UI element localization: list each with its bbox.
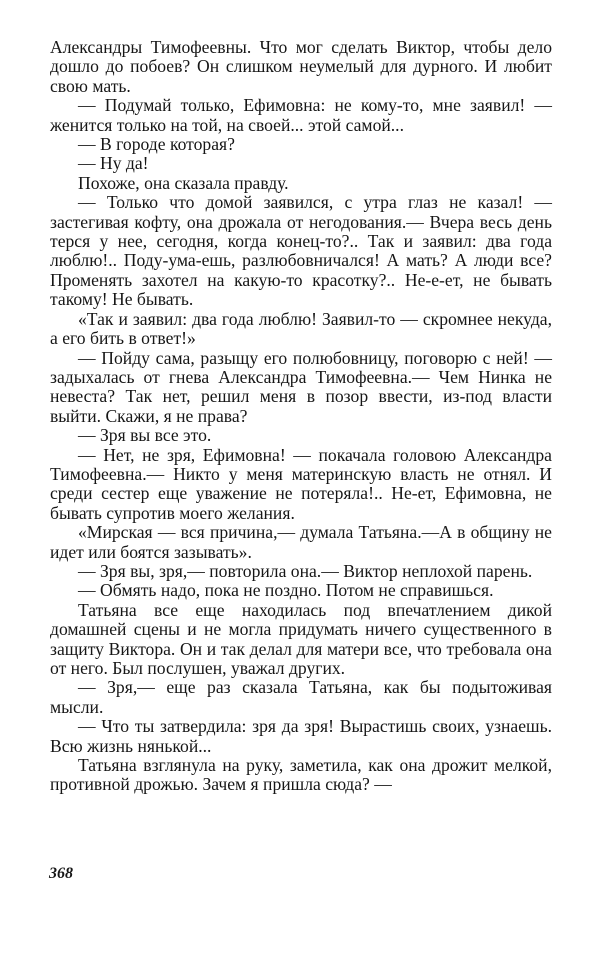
paragraph-8: — Пойду сама, разыщу его полюбовницу, поговорю с ней! — задыхалась от гнева Александра Тимофеевна.— Чем Нинка не невеста? Так нет, решил меня в позор ввести, из-под власти выйти. Скажи, я не права? (50, 347, 552, 426)
paragraph-7: «Так и заявил: два года люблю! Заявил-то — скромнее некуда, а его бить в ответ!» (50, 308, 552, 349)
paragraph-12: — Зря вы, зря,— повторила она.— Виктор неплохой парень. (78, 560, 533, 581)
paragraph-3: — В городе которая? (78, 134, 235, 155)
paragraph-17: Татьяна взглянула на руку, заметила, как она дрожит мелкой, противной дрожью. Зачем я пришла сюда? — (50, 755, 552, 795)
paragraph-9: — Зря вы все это. (78, 425, 212, 446)
paragraph-15: — Зря,— еще раз сказала Татьяна, как бы подытоживая мысли. (50, 677, 552, 717)
paragraph-13: — Обмять надо, пока не поздно. Потом не справишься. (78, 580, 494, 601)
paragraph-1: Александры Тимофеевны. Что мог сделать Виктор, чтобы дело дошло до побоев? Он слишком неумелый для дурного. И любит свою мать. (50, 37, 552, 96)
paragraph-10: — Нет, не зря, Ефимовна! — покачала головою Александра Тимофеевна.— Никто у меня материнскую власть не отнял. И среди сестер еще уважение не потеряла!.. Не-ет, Ефимовна, не бывать супротив моего желания. (50, 444, 552, 523)
paragraph-4: — Ну да! (78, 153, 149, 174)
page-number: 368 (49, 865, 73, 882)
paragraph-11: «Мирская — вся причина,— думала Татьяна.—А в общину не идет или боятся зазывать». (50, 522, 552, 562)
paragraph-16: — Что ты затвердила: зря да зря! Вырастишь своих, узнаешь. Всю жизнь нянькой... (50, 716, 552, 756)
paragraph-6: — Только что домой заявился, с утра глаз не казал! — застегивая кофту, она дрожала от негодования.— Вчера весь день терся у нее, сегодня, когда конец-то?.. Так и заявил: два года люблю!.. Поду-ума-ешь, разлюбовничался! А мать? А люди все? Променять захотел на какую-то красотку?.. Не-е-ет, не бывать такому! Не бывать. (50, 192, 552, 310)
paragraph-14: Татьяна все еще находилась под впечатлением дикой домашней сцены и не могла придумать ничего существенного в защиту Виктора. Он и так делал для матери все, что требовала она от него. Был послушен, уважал других. (50, 599, 552, 678)
paragraph-2: — Подумай только, Ефимовна: не кому-то, мне заявил! — женится только на той, на своей... этой самой... (50, 95, 552, 135)
paragraph-5: Похоже, она сказала правду. (78, 172, 289, 193)
page-text (50, 38, 552, 795)
